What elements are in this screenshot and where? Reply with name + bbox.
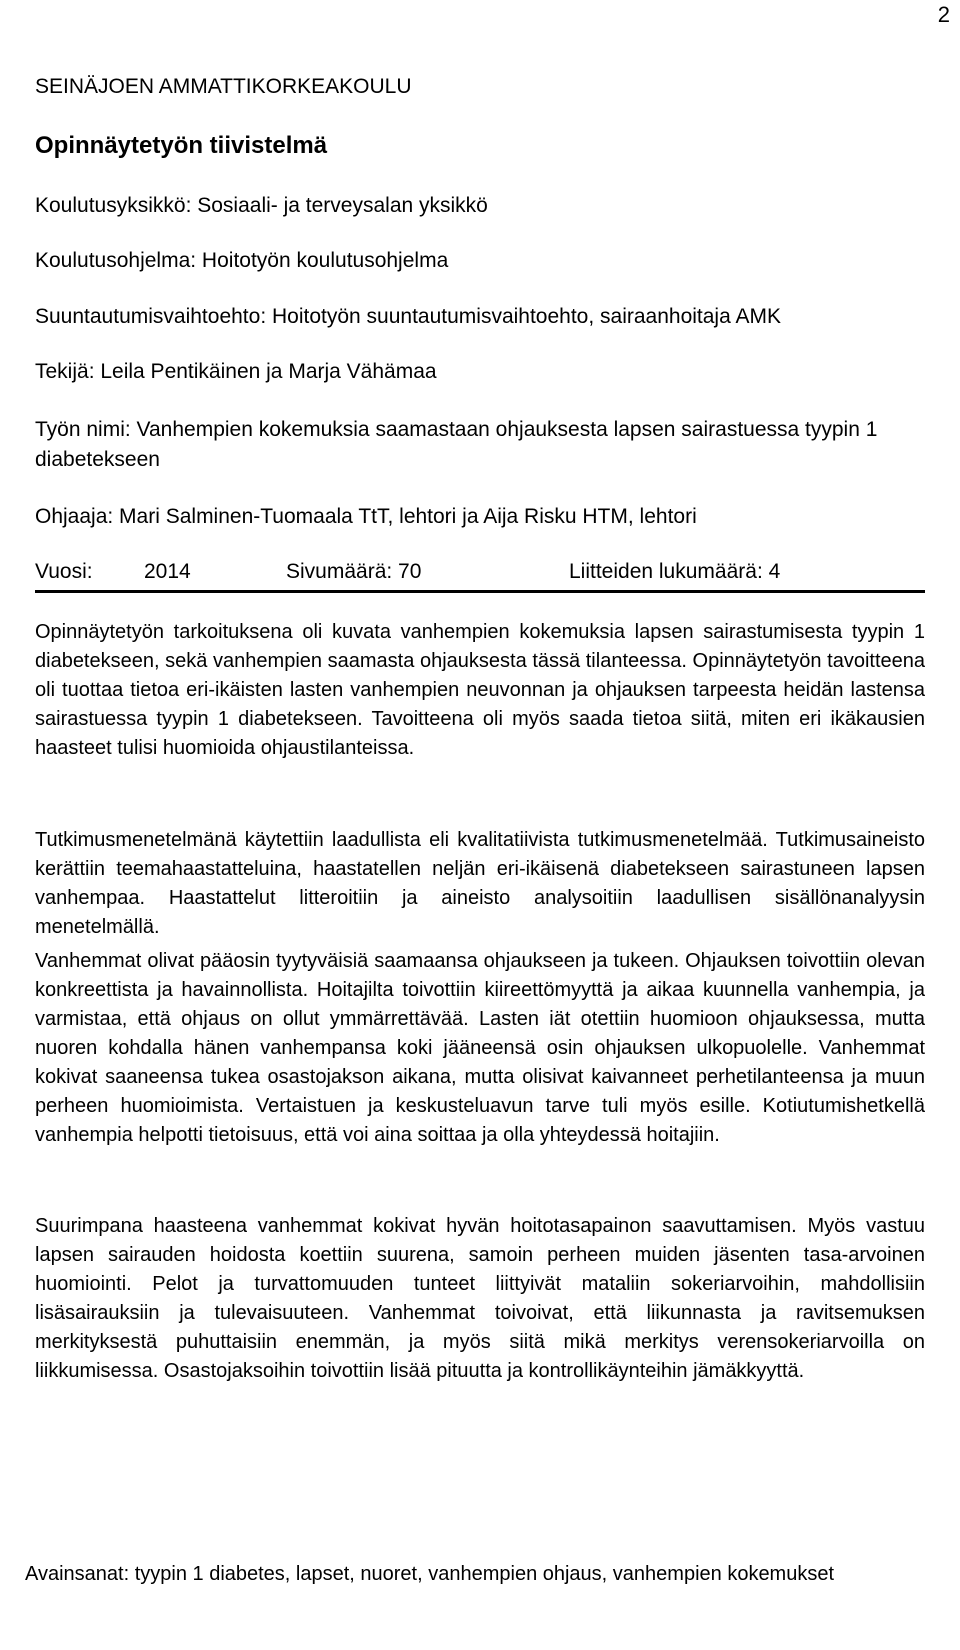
author-field: Tekijä: Leila Pentikäinen ja Marja Vähämaa bbox=[35, 360, 437, 383]
abstract-paragraph-method: Tutkimusmenetelmänä käytettiin laadullista eli kvalitatiivista tutkimusmenetelmää. Tutkimusaineisto kerättiin teemahaastatteluina, haastatellen neljän eri-ikäisenä diabetekseen sairastuneen lapsen vanhempaa. Haastattelut litteroitiin ja aineisto analysoitiin laadullisen sisällönanalyysin menetelmällä. bbox=[35, 829, 925, 938]
page-count: Sivumäärä: 70 bbox=[286, 560, 422, 583]
meta-row bbox=[35, 557, 925, 587]
programme-field: Koulutusohjelma: Hoitotyön koulutusohjelma bbox=[35, 249, 449, 272]
page-title: Opinnäytetyön tiivistelmä bbox=[35, 132, 328, 159]
attachment-count: Liitteiden lukumäärä: 4 bbox=[569, 560, 781, 583]
abstract-paragraph-challenges: Suurimpana haasteena vanhemmat kokivat hyvän hoitotasapainon saavuttamisen. Myös vastuu lapsen sairauden hoidosta koettiin suurena, samoin perheen muiden jäsenten tasa-arvoinen huomiointi. Pelot ja turvattomuuden tunteet liittyivät mataliin sokeriarvoihin, mahdollisiin lisäsairauksiin ja tulevaisuuteen. Vanhemmat toivoivat, että liikunnasta ja ravitsemuksen merkityksestä puhuttaisiin enemmän, ja myös siitä mikä merkitys verensokeriarvoilla on liikkumisessa. Osastojaksoihin toivottiin lisää pituutta ja kontrollikäynteihin jämäkkyyttä. bbox=[35, 1215, 925, 1382]
school-name: SEINÄJOEN AMMATTIKORKEAKOULU bbox=[35, 75, 412, 98]
divider-rule bbox=[35, 590, 925, 593]
work-name-field: Työn nimi: Vanhempien kokemuksia saamastaan ohjauksesta lapsen sairastuessa tyypin 1 diabetekseen bbox=[35, 418, 878, 471]
keywords: Avainsanat: tyypin 1 diabetes, lapset, nuoret, vanhempien ohjaus, vanhempien kokemukset bbox=[25, 1563, 835, 1585]
supervisor-field: Ohjaaja: Mari Salminen-Tuomaala TtT, lehtori ja Aija Risku HTM, lehtori bbox=[35, 505, 697, 528]
page-number: 2 bbox=[937, 2, 950, 27]
abstract-paragraph-results: Vanhemmat olivat pääosin tyytyväisiä saamaansa ohjaukseen ja tukeen. Ohjauksen toivottiin olevan konkreettista ja havainnollista. Hoitajilta toivottiin kiireettömyyttä ja aikaa kuunnella vanhempia, ja varmistaa, että ohjaus on ollut ymmärrettävää. Lasten iät otettiin huomioon ohjauksessa, mutta nuoren kohdalla hänen vanhempansa koki jääneensä osin ohjauksen ulkopuolelle. Vanhemmat kokivat saaneensa tukea osastojakson aikana, mutta olisivat kaivanneet perhetilanteensa ja muun perheen huomioimista. Vertaistuen ja keskusteluavun tarve tuli myös esille. Kotiutumishetkellä vanhempia helpotti tietoisuus, että voi aina soittaa ja olla yhteydessä hoitajiin. bbox=[35, 950, 925, 1146]
unit-field: Koulutusyksikkö: Sosiaali- ja terveysalan yksikkö bbox=[35, 194, 488, 217]
abstract-paragraph-purpose: Opinnäytetyön tarkoituksena oli kuvata vanhempien kokemuksia lapsen sairastumisesta tyypin 1 diabetekseen, sekä vanhempien saamasta ohjauksesta tässä tilanteessa. Opinnäytetyön tavoitteena oli tuottaa tietoa eri-ikäisten lasten vanhempien neuvonnan ja ohjauksen tarpeesta heidän lastensa sairastuessa tyypin 1 diabetekseen. Tavoitteena oli myös saada tietoa siitä, miten eri ikäkausien haasteet tulisi huomioida ohjaustilanteissa. bbox=[35, 621, 925, 759]
year-label: Vuosi: bbox=[35, 560, 93, 583]
year-value: 2014 bbox=[144, 560, 191, 583]
orientation-field: Suuntautumisvaihtoehto: Hoitotyön suuntautumisvaihtoehto, sairaanhoitaja AMK bbox=[35, 305, 781, 328]
